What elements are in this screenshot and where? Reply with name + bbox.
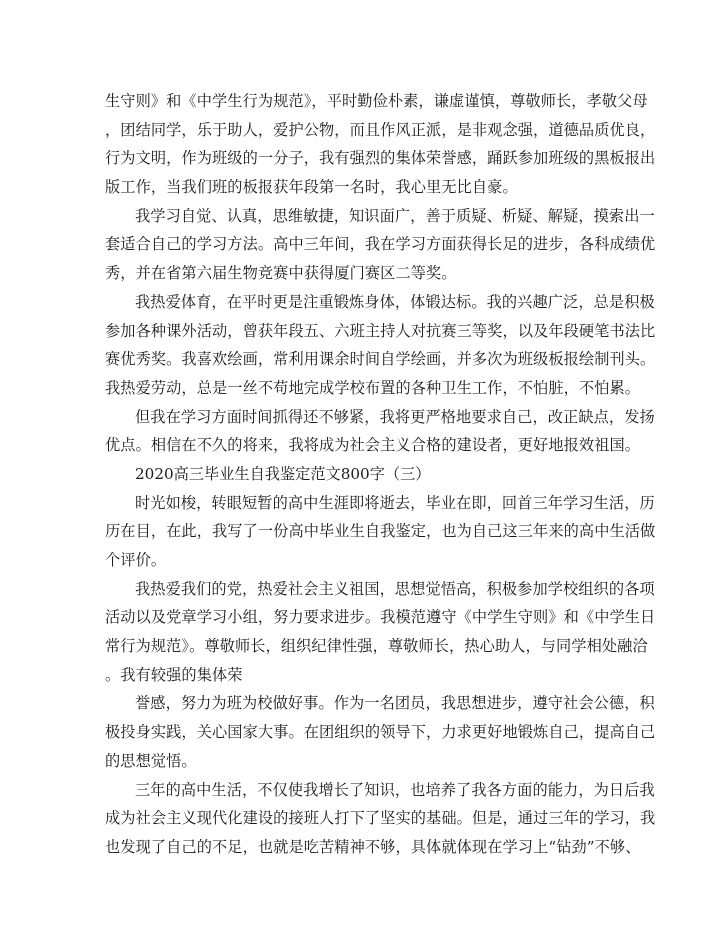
document-body bbox=[105, 87, 656, 862]
paragraph-honor bbox=[105, 689, 656, 775]
paragraph-study bbox=[105, 202, 656, 288]
text-line: 我热爱我们的党，热爱社会主义祖国，思想觉悟高，积极参加学校组织的各项 bbox=[135, 579, 655, 598]
section-heading: 2020高三毕业生自我鉴定范文800字（三） bbox=[135, 464, 431, 483]
text-line: 秀，并在省第六届生物竞赛中获得厦门赛区二等奖。 bbox=[105, 264, 457, 283]
text-line: 誉感，努力为班为校做好事。作为一名团员，我思想进步，遵守社会公德，积 bbox=[135, 694, 655, 713]
text-line: 也发现了自己的不足，也就是吃苦精神不够，具体就体现在学习上“钻劲”不够、 bbox=[105, 837, 641, 856]
text-line: 行为文明，作为班级的一分子，我有强烈的集体荣誉感，踊跃参加班级的黑板报出 bbox=[105, 149, 656, 168]
paragraph-sports bbox=[105, 288, 656, 403]
text-line: 我热爱体育，在平时更是注重锻炼身体，体锻达标。我的兴趣广泛，总是积极 bbox=[135, 292, 655, 311]
text-line: 我学习自觉、认真，思维敏捷，知识面广，善于质疑、析疑、解疑，摸索出一 bbox=[135, 206, 655, 225]
text-line: 生守则》和《中学生行为规范》，平时勤俭朴素，谦虚谨慎，尊敬师长，孝敬父母 bbox=[105, 92, 648, 110]
text-line: 活动以及党章学习小组，努力要求进步。我模范遵守《中学生守则》和《中学生日 bbox=[105, 608, 656, 627]
paragraph-party bbox=[105, 575, 656, 690]
text-line: 。我有较强的集体荣 bbox=[105, 665, 243, 684]
text-line: 个评价。 bbox=[105, 551, 167, 569]
text-line: 版工作，当我们班的板报获年段第一名时，我心里无比自豪。 bbox=[105, 178, 518, 197]
text-line: 参加各种课外活动，曾获年段五、六班主持人对抗赛三等奖，以及年段硬笔书法比 bbox=[105, 321, 656, 340]
text-line: 历在目，在此，我写了一份高中毕业生自我鉴定，也为自己这三年来的高中生活做 bbox=[105, 522, 656, 541]
paragraph-shortcoming bbox=[105, 403, 655, 460]
text-line: 但我在学习方面时间抓得还不够紧，我将更严格地要求自己，改正缺点，发扬 bbox=[135, 407, 655, 426]
text-line: 的思想觉悟。 bbox=[105, 751, 197, 770]
paragraph-conduct bbox=[105, 87, 656, 202]
text-line: 成为社会主义现代化建设的接班人打下了坚实的基础。但是，通过三年的学习，我 bbox=[105, 809, 656, 828]
text-line: 极投身实践，关心国家大事。在团组织的领导下，力求更好地锻炼自己，提高自己 bbox=[105, 723, 656, 742]
text-line: 套适合自己的学习方法。高中三年间，我在学习方面获得长足的进步，各科成绩优 bbox=[105, 235, 656, 254]
paragraph-growth bbox=[105, 776, 656, 862]
text-line: 常行为规范》。尊敬师长，组织纪律性强，尊敬师长，热心助人，与同学相处融洽 bbox=[105, 637, 648, 656]
text-line: 赛优秀奖。我喜欢绘画，常利用课余时间自学绘画，并多次为班级板报绘制刊头。 bbox=[105, 350, 656, 369]
text-line: 三年的高中生活，不仅使我增长了知识，也培养了我各方面的能力，为日后我 bbox=[135, 780, 655, 799]
text-line: 优点。相信在不久的将来，我将成为社会主义合格的建设者，更好地报效祖国。 bbox=[105, 436, 641, 455]
text-line: ，团结同学，乐于助人，爱护公物，而且作风正派，是非观念强，道德品质优良， bbox=[105, 120, 656, 139]
text-line: 时光如梭，转眼短暂的高中生涯即将逝去，毕业在即，回首三年学习生活，历 bbox=[135, 493, 655, 512]
text-line: 我热爱劳动，总是一丝不苟地完成学校布置的各种卫生工作，不怕脏，不怕累。 bbox=[105, 378, 641, 397]
paragraph-intro bbox=[105, 489, 656, 575]
